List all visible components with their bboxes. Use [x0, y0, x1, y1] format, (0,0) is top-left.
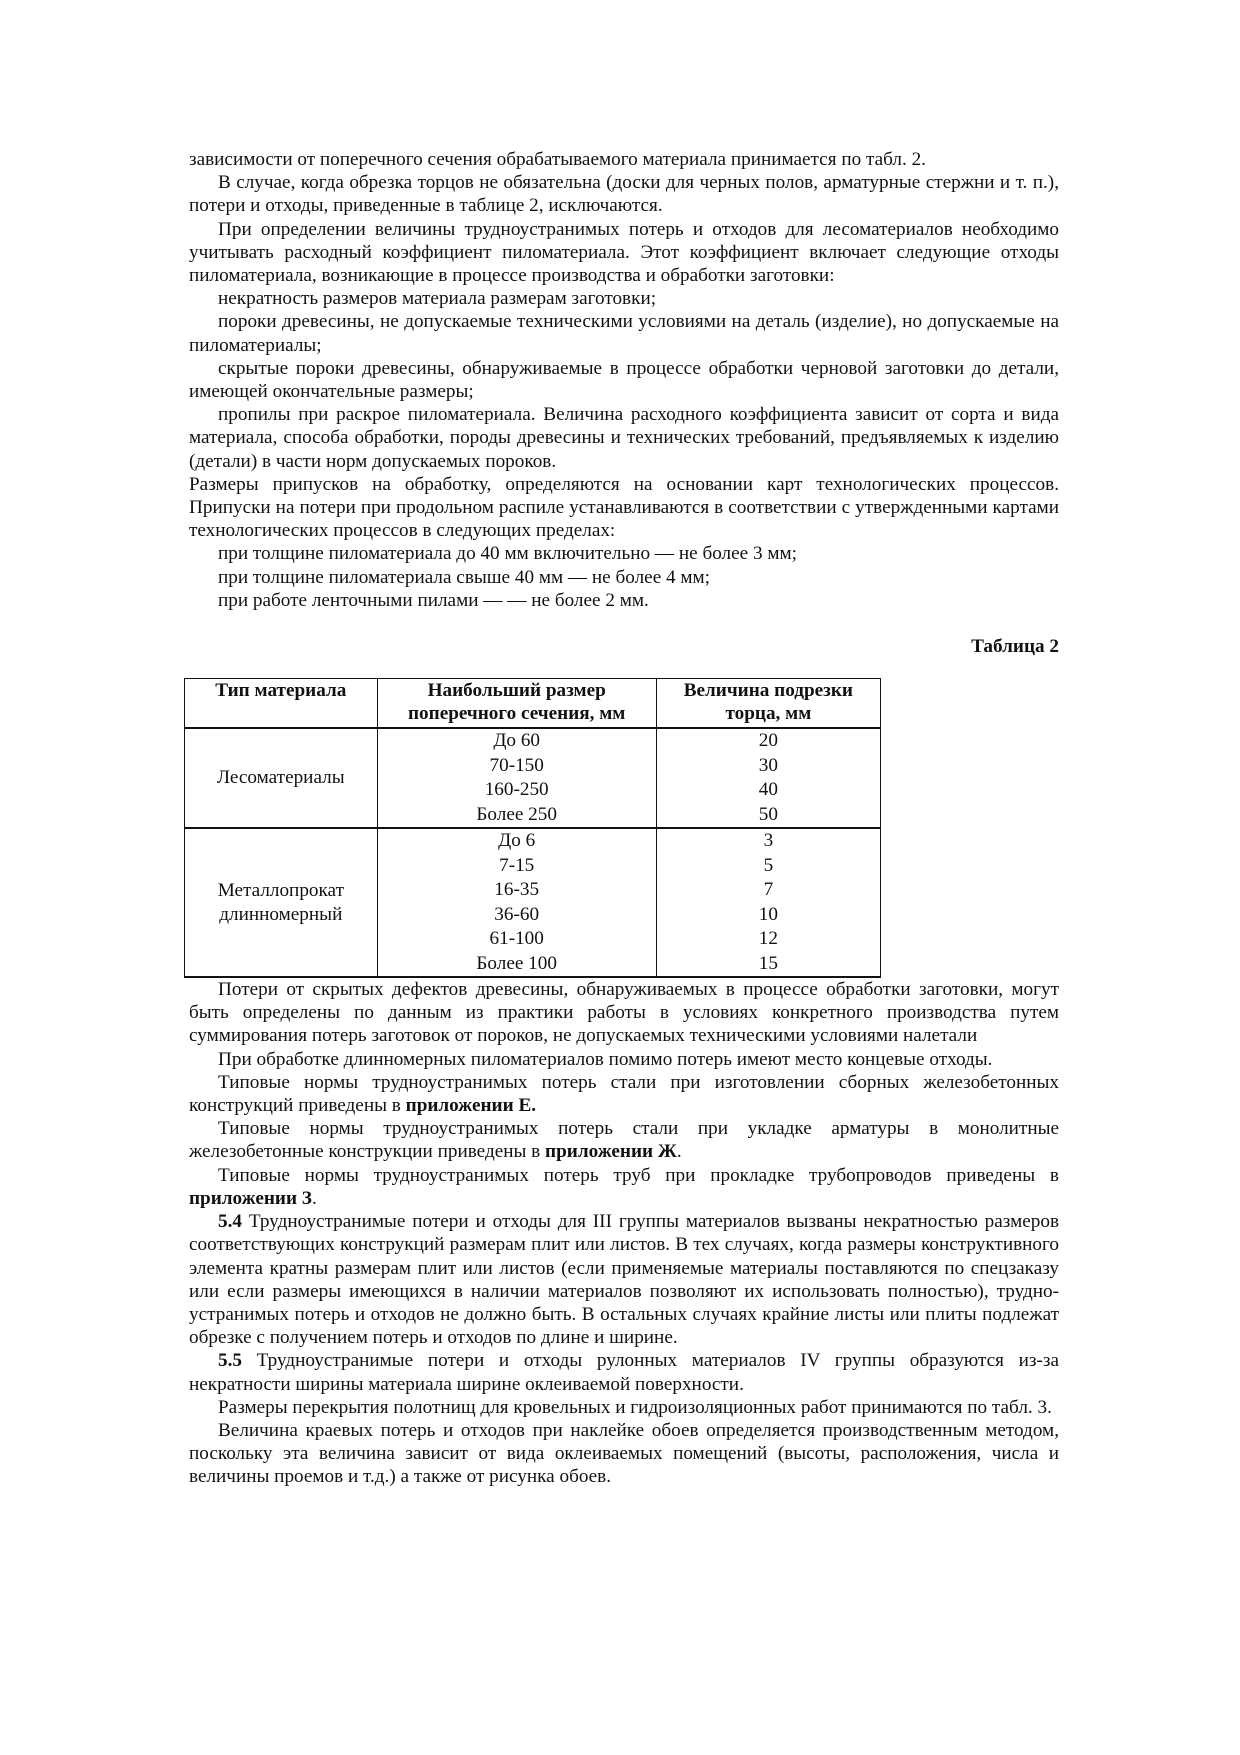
size-value: 7-15 [499, 854, 535, 876]
paragraph-text: Типовые нормы трудноустранимых потерь труб при прокладке трубопроводов приведены в [218, 1164, 1059, 1186]
paragraph [189, 1164, 1059, 1210]
paragraph-text: Трудноустранимые потери и отходы для III группы материалов вызваны некратностью размеров соответствующих конструкций размерам плит или листов. В тех случаях, когда размеры конструктивного элемента кратны размерам плит или листов (если применяемые материалы поставляются по спецзаказу или если размеры имеющихся в наличии материалов позволяют их использовать полностью), трудно-устранимых потерь и отходов не должно быть. В остальных случаях крайние листы или плиты подлежат обрезке с получением потерь и отходов по длине и ширине. [189, 1211, 1059, 1349]
trim-value: 7 [763, 879, 774, 901]
document-page [189, 148, 1059, 1489]
section-number: 5.5 [218, 1350, 242, 1372]
paragraph: Потери от скрытых дефектов древесины, обнаруживаемых в процессе обработки заготовки, могут быть определены по данным из практики работы в условиях конкретного производства путем суммирования потерь заготовок от пороков, не допускаемых техническими условиями налетали [189, 979, 1059, 1047]
table-caption: Таблица 2 [971, 636, 1059, 658]
paragraph-tail: . [676, 1141, 682, 1163]
trim-value: 5 [763, 854, 774, 876]
paragraph [189, 1071, 1059, 1117]
size-value: Более 250 [476, 803, 557, 825]
table-row-group-timber [185, 728, 881, 828]
size-value: 160-250 [484, 779, 549, 801]
paragraph-tail: . [311, 1187, 317, 1209]
paragraph: При обработке длинномерных пиломатериалов помимо потерь имеют место концевые отходы. [218, 1048, 993, 1070]
paragraph-text: Трудноустранимые потери и отходы рулонных материалов IV группы образуются из-за некратности ширины материала ширине оклеиваемой поверхности. [189, 1350, 1059, 1395]
paragraph-text: Типовые нормы трудноустранимых потерь стали при изготовлении сборных железобетонных конструкций приведены в [189, 1071, 1059, 1117]
paragraph: Размеры перекрытия полотнищ для кровельных и гидроизоляционных работ принимаются по табл. 3. [218, 1396, 1052, 1418]
material-type-cell: Металлопрокат длинномерный [185, 828, 378, 977]
trim-cell [656, 728, 880, 828]
trim-value: 50 [758, 803, 778, 825]
trim-value: 3 [763, 830, 774, 852]
size-value: 16-35 [494, 879, 540, 901]
header-trim-amount: Величина подрезки торца, мм [656, 679, 880, 729]
size-cell [377, 828, 656, 977]
trim-value: 12 [758, 928, 778, 950]
size-value: 61-100 [489, 928, 544, 950]
size-value: 70-150 [489, 754, 544, 776]
list-item: пороки древесины, не допускаемые техническими условиями на деталь (изделие), но допускаемые на пиломатериалы; [189, 311, 1059, 356]
list-item: при работе ленточными пилами — — не более 2 мм. [218, 589, 649, 611]
paragraph: При определении величины трудноустранимых потерь и отходов для лесоматериалов необходимо учитывать расходный коэффициент пиломатериала. Этот коэффициент включает следующие отходы пиломатериала, возникающие в процессе производства и обработки заготовки: [189, 218, 1059, 287]
paragraph-text: Типовые нормы трудноустранимых потерь стали при укладке арматуры в монолитные железобетонные конструкции приведены в [189, 1118, 1059, 1163]
list-item: некратность размеров материала размерам заготовки; [218, 288, 657, 310]
list-item: пропилы при раскрое пиломатериала. Величина расходного коэффициента зависит от сорта и вида материала, способа обработки, породы древесины и технических требований, предъявляемых к изделию (детали) в части норм допускаемых пороков. [189, 404, 1059, 472]
list-item: при толщине пиломатериала свыше 40 мм — не более 4 мм; [218, 566, 711, 588]
trim-cell [656, 828, 880, 977]
paragraph: зависимости от поперечного сечения обрабатываемого материала принимается по табл. 2. [189, 149, 926, 170]
section-number: 5.4 [218, 1211, 242, 1233]
paragraph [189, 1117, 1059, 1163]
appendix-reference: приложении Ж [545, 1141, 677, 1163]
size-cell [377, 728, 656, 828]
trim-value: 10 [758, 903, 778, 925]
size-value: 36-60 [494, 903, 540, 925]
section-paragraph [189, 1349, 1059, 1395]
paragraph: Размеры припусков на обработку, определяются на основании карт технологических процессов. Припуски на потери при продольном распиле устанавливаются в соответствии с утвержденными картами технологических процессов в следующих пределах: [189, 473, 1059, 542]
size-value: До 6 [498, 830, 536, 852]
list-item: скрытые пороки древесины, обнаруживаемые в процессе обработки черновой заготовки до детали, имеющей окончательные размеры; [189, 357, 1059, 403]
paragraph: Величина краевых потерь и отходов при наклейке обоев определяется производственным методом, поскольку эта величина зависит от вида оклеиваемых помещений (высоты, расположения, числа и величины проемов и т.д.) а также от рисунка обоев. [189, 1419, 1059, 1488]
appendix-reference: приложении Е. [405, 1095, 537, 1117]
table-header-row [185, 679, 881, 729]
section-paragraph [189, 1210, 1059, 1349]
material-type-cell: Лесоматериалы [185, 728, 378, 828]
paragraph: В случае, когда обрезка торцов не обязательна (доски для черных полов, арматурные стержни и т. п.), потери и отходы, приведенные в таблице 2, исключаются. [189, 172, 1059, 217]
size-value: До 60 [493, 730, 541, 752]
header-cross-section: Наибольший размер поперечного сечения, мм [377, 679, 656, 729]
list-item: при толщине пиломатериала до 40 мм включительно — не более 3 мм; [218, 543, 797, 565]
trim-allowance-table [184, 678, 881, 978]
table-row-group-metal [185, 828, 881, 977]
header-material-type: Тип материала [185, 679, 378, 729]
trim-value: 30 [758, 754, 778, 776]
trim-value: 15 [758, 952, 778, 974]
trim-value: 40 [758, 779, 778, 801]
appendix-reference: приложении З [189, 1187, 312, 1209]
size-value: Более 100 [476, 952, 557, 974]
trim-value: 20 [758, 730, 778, 752]
